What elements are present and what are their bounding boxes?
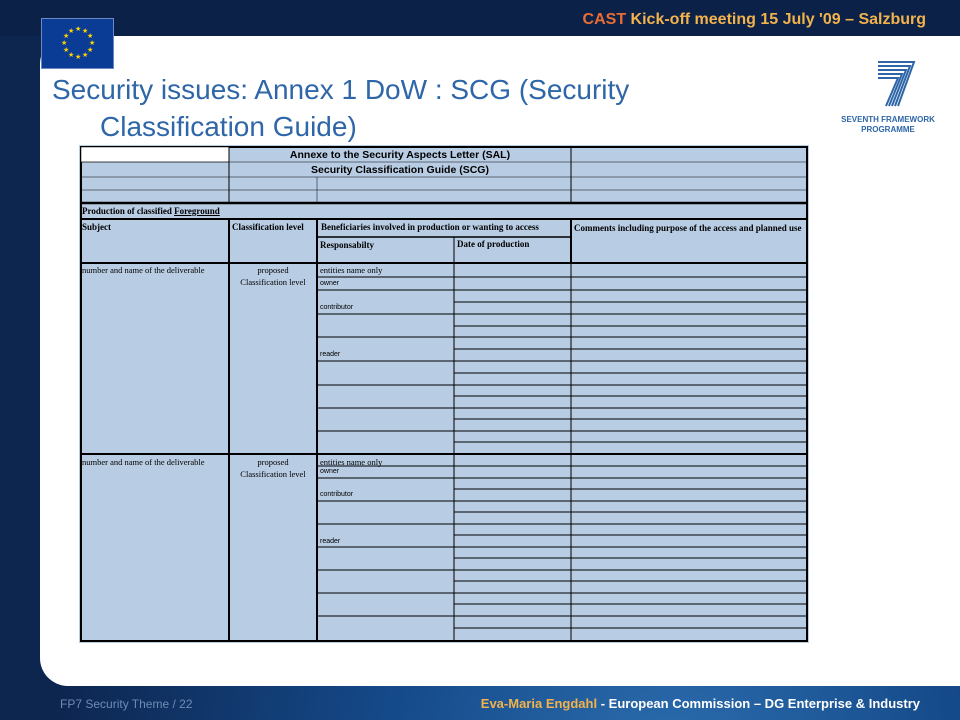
block2-class-line1: proposed [257,457,289,467]
block1-contributor: contributor [320,304,354,311]
logo-line1: SEVENTH FRAMEWORK [841,115,935,124]
section-label-text: Production of classified [82,206,175,216]
svg-text:★: ★ [68,28,75,35]
col-date: Date of production [457,239,530,249]
footer-author [481,696,920,711]
footer-author-name: Eva-Maria Engdahl [480,696,598,711]
scg-table-grid [79,145,809,643]
block1-subject: number and name of the deliverable [82,265,205,275]
block1-owner: owner [320,280,340,287]
footer-affiliation: - European Commission – DG Enterprise & Industry [597,696,920,711]
meeting-title-accent: CAST [582,11,627,28]
col-responsability: Responsabilty [320,240,375,250]
block1-reader: reader [320,351,341,358]
fp7-logo [838,58,938,144]
block1-class-line1: proposed [257,265,289,275]
block1-entities: entities name only [320,265,383,275]
block2-reader: reader [320,538,341,545]
block2-owner: owner [320,468,340,475]
slide-title-line2: Classification Guide) [100,111,357,142]
col-beneficiaries: Beneficiaries involved in production or wanting to access [321,222,539,232]
col-comments: Comments including purpose of the access and planned use [574,223,802,233]
col-classification: Classification level [232,222,304,232]
block1-class-line2: Classification level [240,277,306,287]
svg-text:★: ★ [89,40,96,47]
col-subject: Subject [82,222,111,232]
slide-title [52,71,752,145]
block2-subject: number and name of the deliverable [82,457,205,467]
svg-text:★: ★ [68,52,75,59]
sal-title: Annexe to the Security Aspects Letter (SAL) [289,149,511,161]
meeting-title [583,11,926,29]
logo-line2: PROGRAMME [861,125,915,134]
section-label-underlined: Foreground [174,206,220,216]
block2-contributor: contributor [320,491,354,498]
eu-flag-icon [41,18,114,69]
scg-table [79,145,809,643]
svg-text:★: ★ [61,40,68,47]
svg-text:★: ★ [87,33,94,40]
footer-page-info: FP7 Security Theme / 22 [60,697,193,711]
scg-title: Security Classification Guide (SCG) [311,164,489,176]
svg-text:★: ★ [75,54,82,61]
svg-text:★: ★ [82,28,89,35]
svg-text:★: ★ [75,26,82,33]
svg-text:★: ★ [87,47,94,54]
svg-text:★: ★ [63,33,70,40]
svg-text:★: ★ [82,52,89,59]
block2-entities: entities name only [320,457,383,467]
block2-class-line2: Classification level [240,469,306,479]
section-label [82,206,220,216]
meeting-title-rest: Kick-off meeting 15 July '09 – Salzburg [626,11,926,28]
slide-title-line1: Security issues: Annex 1 DoW : SCG (Security [52,74,630,105]
svg-text:★: ★ [63,47,70,54]
